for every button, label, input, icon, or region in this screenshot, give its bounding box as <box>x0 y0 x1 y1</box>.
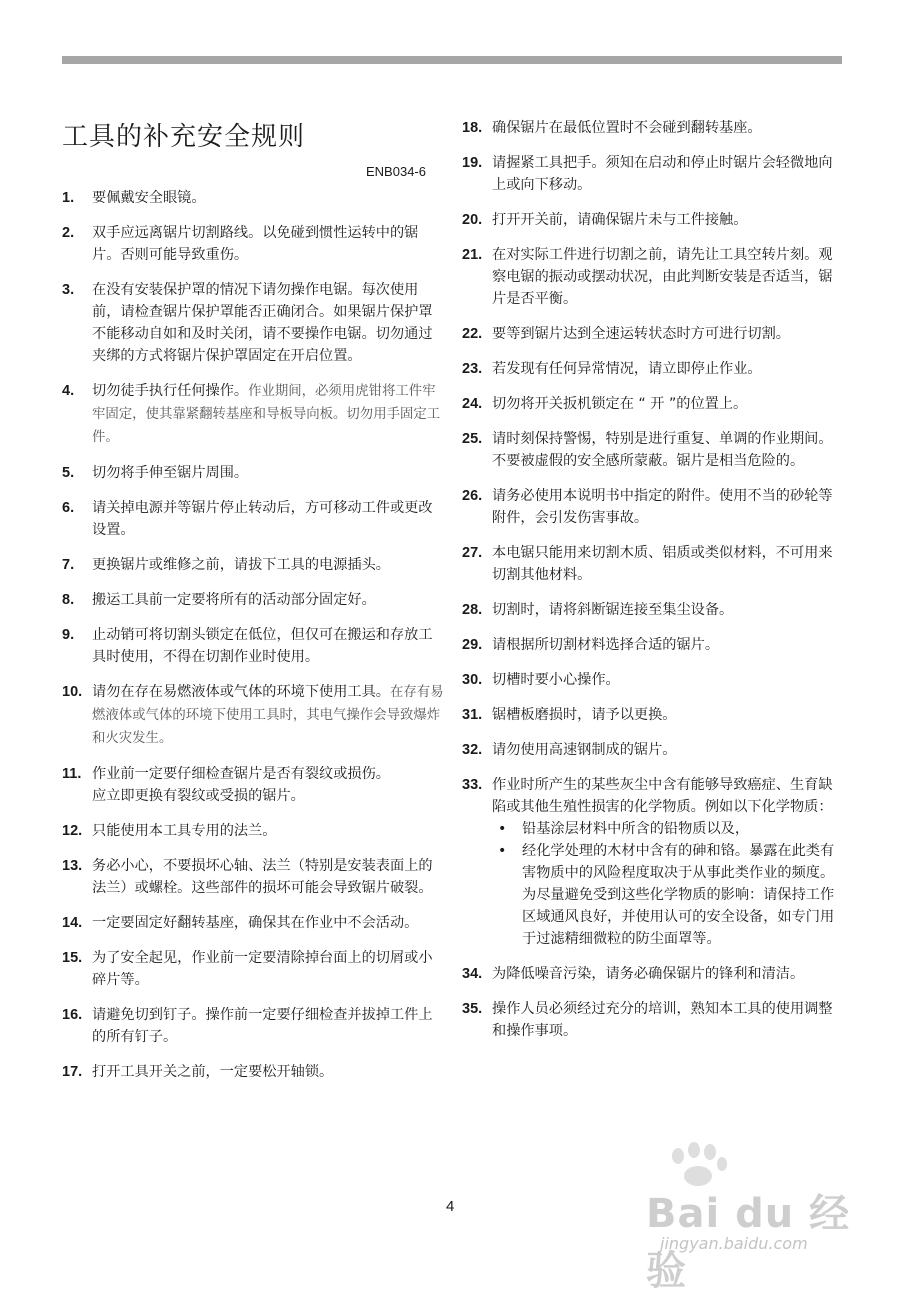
rule-text: 切勿将开关扳机锁定在 “ 开 ”的位置上。 <box>492 396 748 412</box>
rule-body <box>92 222 446 266</box>
rule-item <box>62 279 446 367</box>
rule-body <box>92 681 446 750</box>
rule-number: 34. <box>462 966 483 982</box>
rule-item <box>62 855 446 899</box>
rule-number: 26. <box>462 488 483 504</box>
rule-body <box>492 774 844 950</box>
rule-item <box>62 820 446 842</box>
rule-text: 操作人员必须经过充分的培训，熟知本工具的使用调整和操作事项。 <box>492 1001 833 1039</box>
rule-body <box>92 947 446 991</box>
rule-number: 17. <box>62 1064 83 1080</box>
rule-number: 19. <box>462 155 483 171</box>
rule-number: 27. <box>462 545 483 561</box>
rule-text: 若发现有任何异常情况，请立即停止作业。 <box>492 361 762 377</box>
rule-number: 31. <box>462 707 483 723</box>
rule-number: 3. <box>62 282 75 298</box>
rule-note: 在存有易燃液体或气体的环境下使用工具时，其电气操作会导致爆炸和火灾发生。 <box>92 685 444 746</box>
rule-number: 16. <box>62 1007 83 1023</box>
rule-body <box>92 279 446 367</box>
rule-item <box>62 187 446 209</box>
rule-item <box>462 428 844 472</box>
rule-text: 请勿使用高速钢制成的锯片。 <box>492 742 677 758</box>
rule-number: 14. <box>62 915 83 931</box>
rule-text: 请根据所切割材料选择合适的锯片。 <box>492 637 720 653</box>
rule-body <box>92 462 446 484</box>
rule-number: 21. <box>462 247 483 263</box>
rule-number: 32. <box>462 742 483 758</box>
rule-item <box>62 222 446 266</box>
rule-item <box>62 912 446 934</box>
rule-item <box>62 1061 446 1083</box>
page-title: 工具的补充安全规则 <box>62 122 306 152</box>
rule-body <box>492 998 844 1042</box>
bullet-item <box>492 818 844 840</box>
bullet-icon: • <box>498 843 507 859</box>
rule-number: 30. <box>462 672 483 688</box>
bullet-item <box>492 840 844 950</box>
rule-item <box>462 963 844 985</box>
rule-body <box>492 323 844 345</box>
rule-note: 作业期间，必须用虎钳将工件牢牢固定，使其靠紧翻转基座和导板导向板。切勿用手固定工件。 <box>92 384 441 445</box>
rule-item <box>462 634 844 656</box>
rule-text: 切勿徒手执行任何操作。 <box>92 383 249 399</box>
rule-number: 33. <box>462 777 483 793</box>
rule-text: 切割时，请将斜断锯连接至集尘设备。 <box>492 602 734 618</box>
rule-text: 打开开关前，请确保锯片未与工件接触。 <box>492 212 748 228</box>
rule-body <box>492 599 844 621</box>
page-number: 4 <box>446 1198 455 1215</box>
rule-text: 在对实际工件进行切割之前，请先让工具空转片刻。观察电锯的振动或摆动状况，由此判断安装是否适当，锯片是否平衡。 <box>492 247 833 307</box>
rule-number: 5. <box>62 465 75 481</box>
rule-body <box>92 589 446 611</box>
rule-text: 锯槽板磨损时，请予以更换。 <box>492 707 677 723</box>
rule-body <box>92 855 446 899</box>
rule-item <box>462 774 844 950</box>
rule-body <box>492 244 844 310</box>
rule-text: 作业前一定要仔细检查锯片是否有裂纹或损伤。 <box>92 766 390 782</box>
rule-body <box>492 428 844 472</box>
rule-body <box>92 497 446 541</box>
rule-text: 在没有安装保护罩的情况下请勿操作电锯。每次使用前，请检查锯片保护罩能否正确闭合。如果锯片保护罩不能移动自如和及时关闭，请不要操作电锯。切勿通过夹绑的方式将锯片保护罩固定在开启位置。 <box>92 282 433 364</box>
rule-number: 6. <box>62 500 75 516</box>
rule-item <box>462 358 844 380</box>
rule-body <box>492 358 844 380</box>
rule-body <box>492 209 844 231</box>
rule-extra: 应立即更换有裂纹或受损的锯片。 <box>92 788 305 804</box>
rule-number: 20. <box>462 212 483 228</box>
rule-item <box>62 947 446 991</box>
rule-number: 4. <box>62 383 75 399</box>
rule-number: 35. <box>462 1001 483 1017</box>
document-code: ENB034-6 <box>366 164 426 179</box>
rule-body <box>492 117 844 139</box>
rule-body <box>92 912 446 934</box>
rule-item <box>62 380 446 449</box>
rule-number: 18. <box>462 120 483 136</box>
rule-item <box>62 763 446 807</box>
rule-number: 2. <box>62 225 75 241</box>
rule-text: 要等到锯片达到全速运转状态时方可进行切割。 <box>492 326 790 342</box>
top-rule <box>62 56 842 64</box>
rule-number: 9. <box>62 627 75 643</box>
rule-text: 确保锯片在最低位置时不会碰到翻转基座。 <box>492 120 762 136</box>
rule-body <box>492 485 844 529</box>
rule-text: 务必小心，不要损坏心轴、法兰（特别是安装表面上的法兰）或螺栓。这些部件的损坏可能会导致锯片破裂。 <box>92 858 433 896</box>
rule-number: 22. <box>462 326 483 342</box>
rule-body <box>492 704 844 726</box>
rule-item <box>462 485 844 529</box>
bullet-text: 铅基涂层材料中所含的铅物质以及， <box>522 821 750 837</box>
rule-number: 29. <box>462 637 483 653</box>
rule-item <box>462 669 844 691</box>
rule-number: 13. <box>62 858 83 874</box>
rule-body <box>92 554 446 576</box>
rule-item <box>62 497 446 541</box>
rule-item <box>462 393 844 415</box>
rules-right-column <box>462 117 844 1055</box>
rule-text: 更换锯片或维修之前，请拔下工具的电源插头。 <box>92 557 390 573</box>
rule-number: 15. <box>62 950 83 966</box>
rule-body <box>492 739 844 761</box>
rule-body <box>92 820 446 842</box>
rule-number: 11. <box>62 766 82 782</box>
rule-item <box>462 152 844 196</box>
rule-body <box>92 1004 446 1048</box>
rules-left-column <box>62 187 446 1096</box>
rule-number: 1. <box>62 190 75 206</box>
rule-text: 作业时所产生的某些灰尘中含有能够导致癌症、生育缺陷或其他生殖性损害的化学物质。例如以下化学物质： <box>492 777 833 815</box>
rule-text: 切勿将手伸至锯片周围。 <box>92 465 249 481</box>
rule-text: 请关掉电源并等锯片停止转动后，方可移动工件或更改设置。 <box>92 500 433 538</box>
rule-text: 只能使用本工具专用的法兰。 <box>92 823 277 839</box>
rule-item <box>62 624 446 668</box>
rule-text: 搬运工具前一定要将所有的活动部分固定好。 <box>92 592 376 608</box>
rule-body <box>92 1061 446 1083</box>
rule-number: 23. <box>462 361 483 377</box>
rule-item <box>62 554 446 576</box>
rule-item <box>462 599 844 621</box>
rule-item <box>62 589 446 611</box>
rule-item <box>462 117 844 139</box>
watermark-logo-text: Bai du 经验 <box>646 1191 851 1294</box>
rule-body <box>92 763 446 807</box>
rule-body <box>492 542 844 586</box>
rule-text: 为降低噪音污染，请务必确保锯片的锋利和清洁。 <box>492 966 805 982</box>
rule-text: 请避免切到钉子。操作前一定要仔细检查并拔掉工件上的所有钉子。 <box>92 1007 433 1045</box>
rule-item <box>462 323 844 345</box>
bullet-text: 经化学处理的木材中含有的砷和铬。暴露在此类有害物质中的风险程度取决于从事此类作业的频度。为尽量避免受到这些化学物质的影响：请保持工作区域通风良好，并使用认可的安全设备，如专门用于过滤精细微粒的防尘面罩等。 <box>522 843 835 947</box>
baidu-watermark <box>640 1142 890 1294</box>
rule-text: 为了安全起见，作业前一定要清除掉台面上的切屑或小碎片等。 <box>92 950 433 988</box>
rule-item <box>462 998 844 1042</box>
rule-number: 28. <box>462 602 483 618</box>
rule-item <box>462 209 844 231</box>
rule-number: 8. <box>62 592 75 608</box>
rule-text: 请时刻保持警惕，特别是进行重复、单调的作业期间。不要被虚假的安全感所蒙蔽。锯片是相当危险的。 <box>492 431 833 469</box>
bullet-list <box>492 818 844 950</box>
rule-text: 请握紧工具把手。须知在启动和停止时锯片会轻微地向上或向下移动。 <box>492 155 833 193</box>
rule-body <box>92 380 446 449</box>
rule-body <box>92 187 446 209</box>
rule-number: 10. <box>62 684 83 700</box>
rule-text: 要佩戴安全眼镜。 <box>92 190 206 206</box>
rule-number: 12. <box>62 823 83 839</box>
bullet-icon: • <box>498 821 507 837</box>
rule-body <box>492 963 844 985</box>
rule-body <box>92 624 446 668</box>
rule-text: 本电锯只能用来切割木质、铝质或类似材料，不可用来切割其他材料。 <box>492 545 833 583</box>
rule-text: 双手应远离锯片切割路线。以免碰到惯性运转中的锯片。否则可能导致重伤。 <box>92 225 419 263</box>
rule-number: 7. <box>62 557 75 573</box>
rule-body <box>492 634 844 656</box>
rule-item <box>462 542 844 586</box>
rule-text: 一定要固定好翻转基座，确保其在作业中不会活动。 <box>92 915 419 931</box>
rule-text: 请勿在存在易燃液体或气体的环境下使用工具。 <box>92 684 390 700</box>
rule-number: 25. <box>462 431 483 447</box>
rule-item <box>462 704 844 726</box>
rule-item <box>62 462 446 484</box>
rule-text: 打开工具开关之前，一定要松开轴锁。 <box>92 1064 334 1080</box>
rule-text: 请务必使用本说明书中指定的附件。使用不当的砂轮等附件，会引发伤害事故。 <box>492 488 833 526</box>
watermark-site: jingyan.baidu.com <box>660 1234 808 1253</box>
rule-item <box>462 739 844 761</box>
rule-body <box>492 669 844 691</box>
rule-item <box>62 1004 446 1048</box>
rule-body <box>492 152 844 196</box>
rule-text: 止动销可将切割头锁定在低位，但仅可在搬运和存放工具时使用，不得在切割作业时使用。 <box>92 627 433 665</box>
rule-text: 切槽时要小心操作。 <box>492 672 620 688</box>
rule-body <box>492 393 844 415</box>
rule-item <box>62 681 446 750</box>
rule-number: 24. <box>462 396 483 412</box>
rule-item <box>462 244 844 310</box>
